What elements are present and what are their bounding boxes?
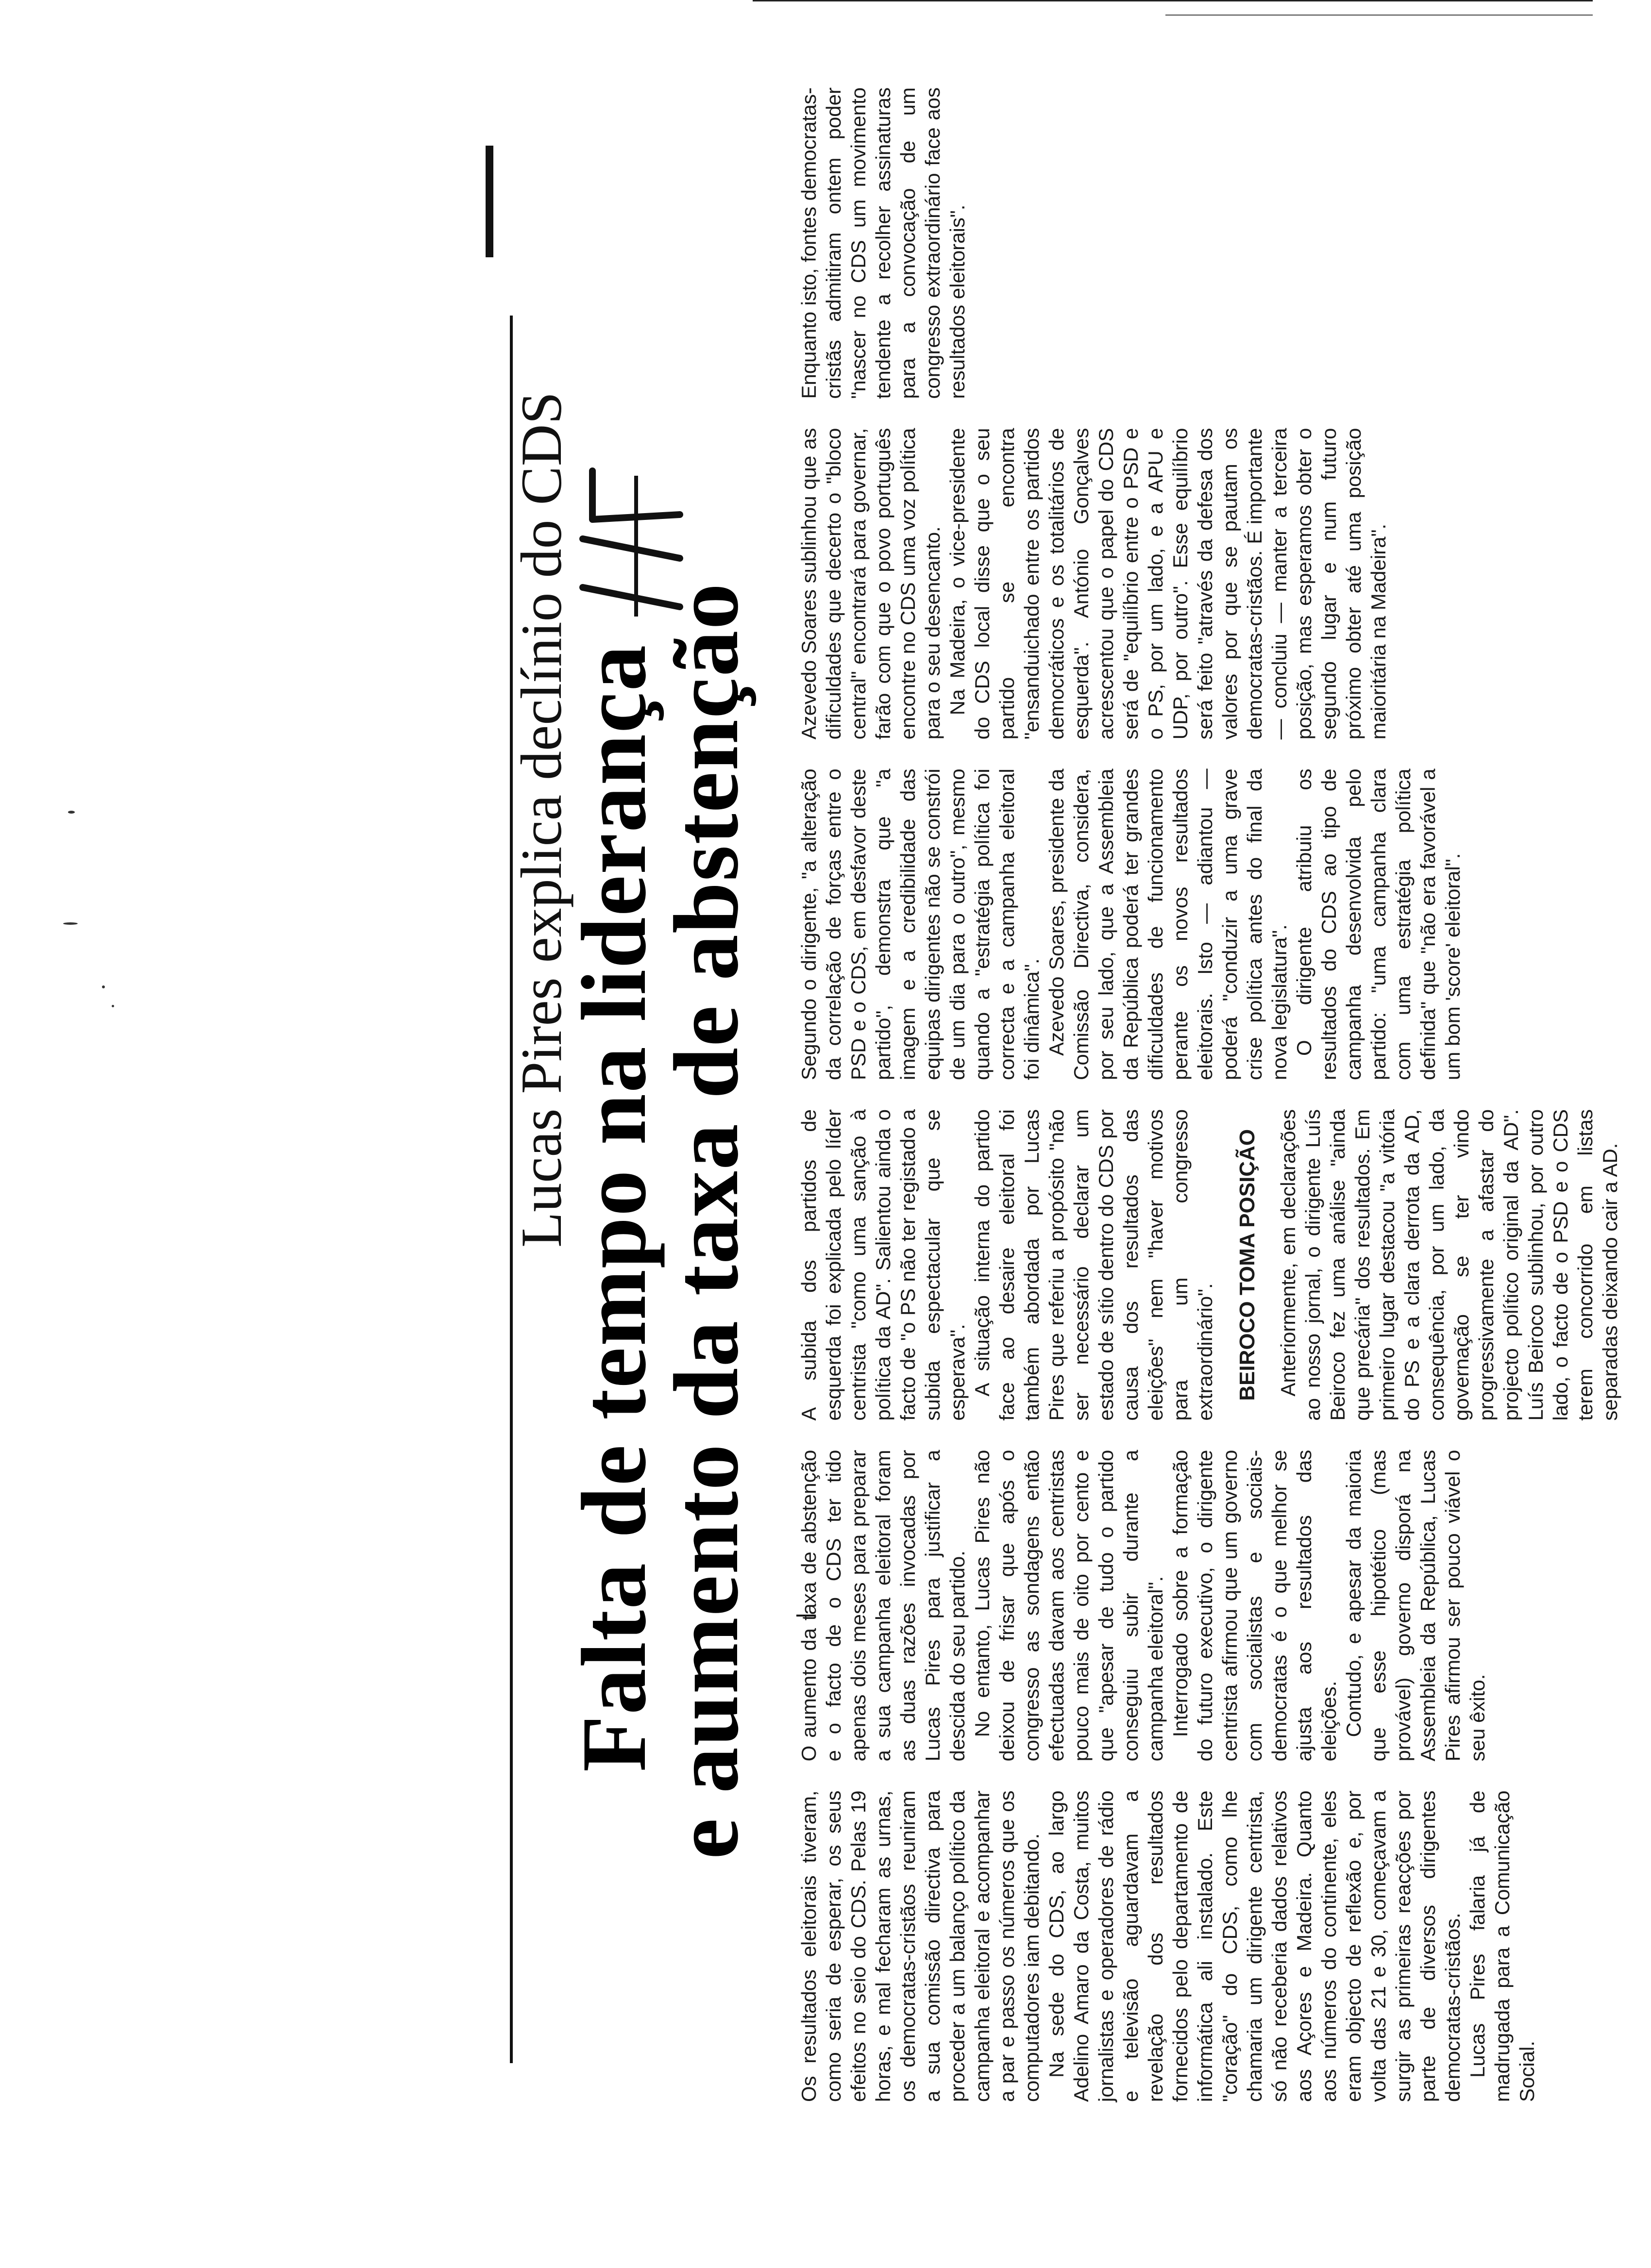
paragraph: A situação interna do partido face ao desaire eleitoral foi também abordada por Lucas Pires que referiu a propósito "não ser necessário declarar um estado de sítio dentro do CDS por causa dos resultados das eleições" nem "haver motivos para um congresso extraordinário". <box>971 1109 1216 1421</box>
paragraph: Azevedo Soares sublinhou que as dificuldades que decerto o "bloco central" encontrará para governar, farão com que o povo português encontre no CDS uma voz política para o seu desencanto. <box>797 428 944 740</box>
handwritten-mark <box>563 471 690 617</box>
article-column-6 <box>796 87 1641 399</box>
newspaper-article <box>505 39 1651 2121</box>
paragraph: Segundo o dirigente, "a alteração da correlação de forças entre o PSD e o CDS, em desfavor deste partido", demonstra que "a imagem e a credibilidade das equipas dirigentes não se constrói de um dia para o outro", mesmo quando a "estratégia política foi correcta e a campanha eleitoral foi dinâmica". <box>797 768 1043 1080</box>
paragraph: Na Madeira, o vice-presidente do CDS local disse que o seu partido se encontra "ensanduichado entre os partidos democráticos e os totalitários de esquerda". António Gonçalves acrescentou que o papel do CDS será de "equilíbrio entre o PSD e o PS, por um lado, e a APU e UDP, por outro". Esse equilíbrio será feito "através da defesa dos valores por que se pautam os democratas-cristãos. É importante — concluiu — manter a terceira posição, mas esperamos obter o segundo lugar e num futuro próximo obter até uma posição maioritária na Madeira". <box>946 428 1390 740</box>
article-body <box>796 87 1641 2102</box>
paragraph: Anteriormente, em declarações ao nosso jornal, o dirigente Luís Beiroco fez uma análise "ainda que precária" dos resultados. Em primeiro lugar destacou "a vitória do PS e a clara derrota da AD, consequência, por um lado, da governação se ter vindo progressivamente a afastar do projecto político original da AD". Luís Beiroco sublinhou, por outro lado, o facto de o PSD e o CDS terem concorrido em listas separadas deixando cair a AD. <box>1277 1109 1621 1421</box>
article-column-1 <box>796 1790 1641 2102</box>
article-column-4 <box>796 768 1641 1080</box>
paragraph: O aumento da taxa de abstenção e o facto de o CDS ter tido apenas dois meses para preparar a sua campanha eleitoral foram as duas razões invocadas por Lucas Pires para justificar a descida do seu partido. <box>797 1450 969 1762</box>
article-column-3 <box>796 1109 1641 1421</box>
paragraph: Os resultados eleitorais tiveram, como seria de esperar, os seus efeitos no seio do CDS. Pelas 19 horas, e mal fecharam as urnas, os democratas-cristãos reuniram a sua comissão directiva para proceder a um balanço político da campanha eleitoral e acompanhar a par e passo os números que os computadores iam debitando. <box>797 1790 1043 2102</box>
article-column-2 <box>796 1450 1641 1762</box>
paragraph: Na sede do CDS, ao largo Adelino Amaro da Costa, muitos jornalistas e operadores de rádio e televisão aguardavam a revelação dos resultados fornecidos pelo departamento de informática ali instalado. Este "coração" do CDS, como lhe chamaria um dirigente centrista, só não receberia dados relativos aos Açores e Madeira. Quanto aos números do continente, eles eram objecto de reflexão e, por volta das 21 e 30, começavam a surgir as primeiras reacções por parte de diversos dirigentes democratas-cristãos. <box>1045 1790 1464 2102</box>
paragraph: No entanto, Lucas Pires não deixou de frisar que após o congresso as sondagens então efectuadas davam aos centristas pouco mais de oito por cento e que "apesar de tudo o partido conseguiu subir durante a campanha eleitoral". <box>971 1450 1167 1762</box>
article-kicker: Lucas Pires explica declínio do CDS <box>509 392 573 1248</box>
headline-line-2: e aumento da taxa de abstenção <box>656 582 758 1859</box>
paragraph: Contudo, e apesar da maioria que esse hipotético (mas provável) governo disporá na Assembleia da República, Lucas Pires afirmou ser pouco viável o seu êxito. <box>1342 1450 1489 1762</box>
section-subheading: BEIROCO TOMA POSIÇÃO <box>1235 1129 1259 1401</box>
paragraph: O dirigente atribuiu os resultados do CDS ao tipo de campanha desenvolvida pelo partido: "uma campanha clara com uma estratégia política definida" que "não era favorável a um bom 'score' eleitoral". <box>1293 768 1464 1080</box>
article-headline <box>563 63 758 1859</box>
article-column-5 <box>796 428 1641 740</box>
scan-edge-line <box>753 0 1593 1</box>
paragraph: Lucas Pires falaria já de madrugada para a Comunicação Social. <box>1466 1790 1538 2102</box>
scan-edge-line-secondary <box>1165 15 1593 16</box>
headline-line-1: Falta de tempo na liderança <box>563 644 665 1772</box>
corner-rule <box>486 146 493 257</box>
paragraph: A subida dos partidos de esquerda foi explicada pelo líder centrista "como uma sanção à política da AD". Salientou ainda o facto de "o PS não ter registado a subida espectacular que se esperava". <box>797 1109 969 1421</box>
scan-specks <box>29 801 126 1044</box>
paragraph: Interrogado sobre a formação do futuro executivo, o dirigente centrista afirmou que um governo com socialistas e sociais-democratas é o que melhor se ajusta aos resultados das eleições. <box>1169 1450 1340 1762</box>
paragraph: Azevedo Soares, presidente da Comissão Directiva, considera, por seu lado, que a Assembleia da República poderá ter grandes dificuldades de funcionamento perante os novos resultados eleitorais. Isto — adiantou — poderá "conduzir a uma grave crise política antes do final da nova legislatura". <box>1045 768 1291 1080</box>
paragraph: Enquanto isto, fontes democratas-cristãs admitiram ontem poder "nascer no CDS um movimento tendente a recolher assinaturas para a convocação de um congresso extraordinário face aos resultados eleitorais". <box>797 87 969 399</box>
